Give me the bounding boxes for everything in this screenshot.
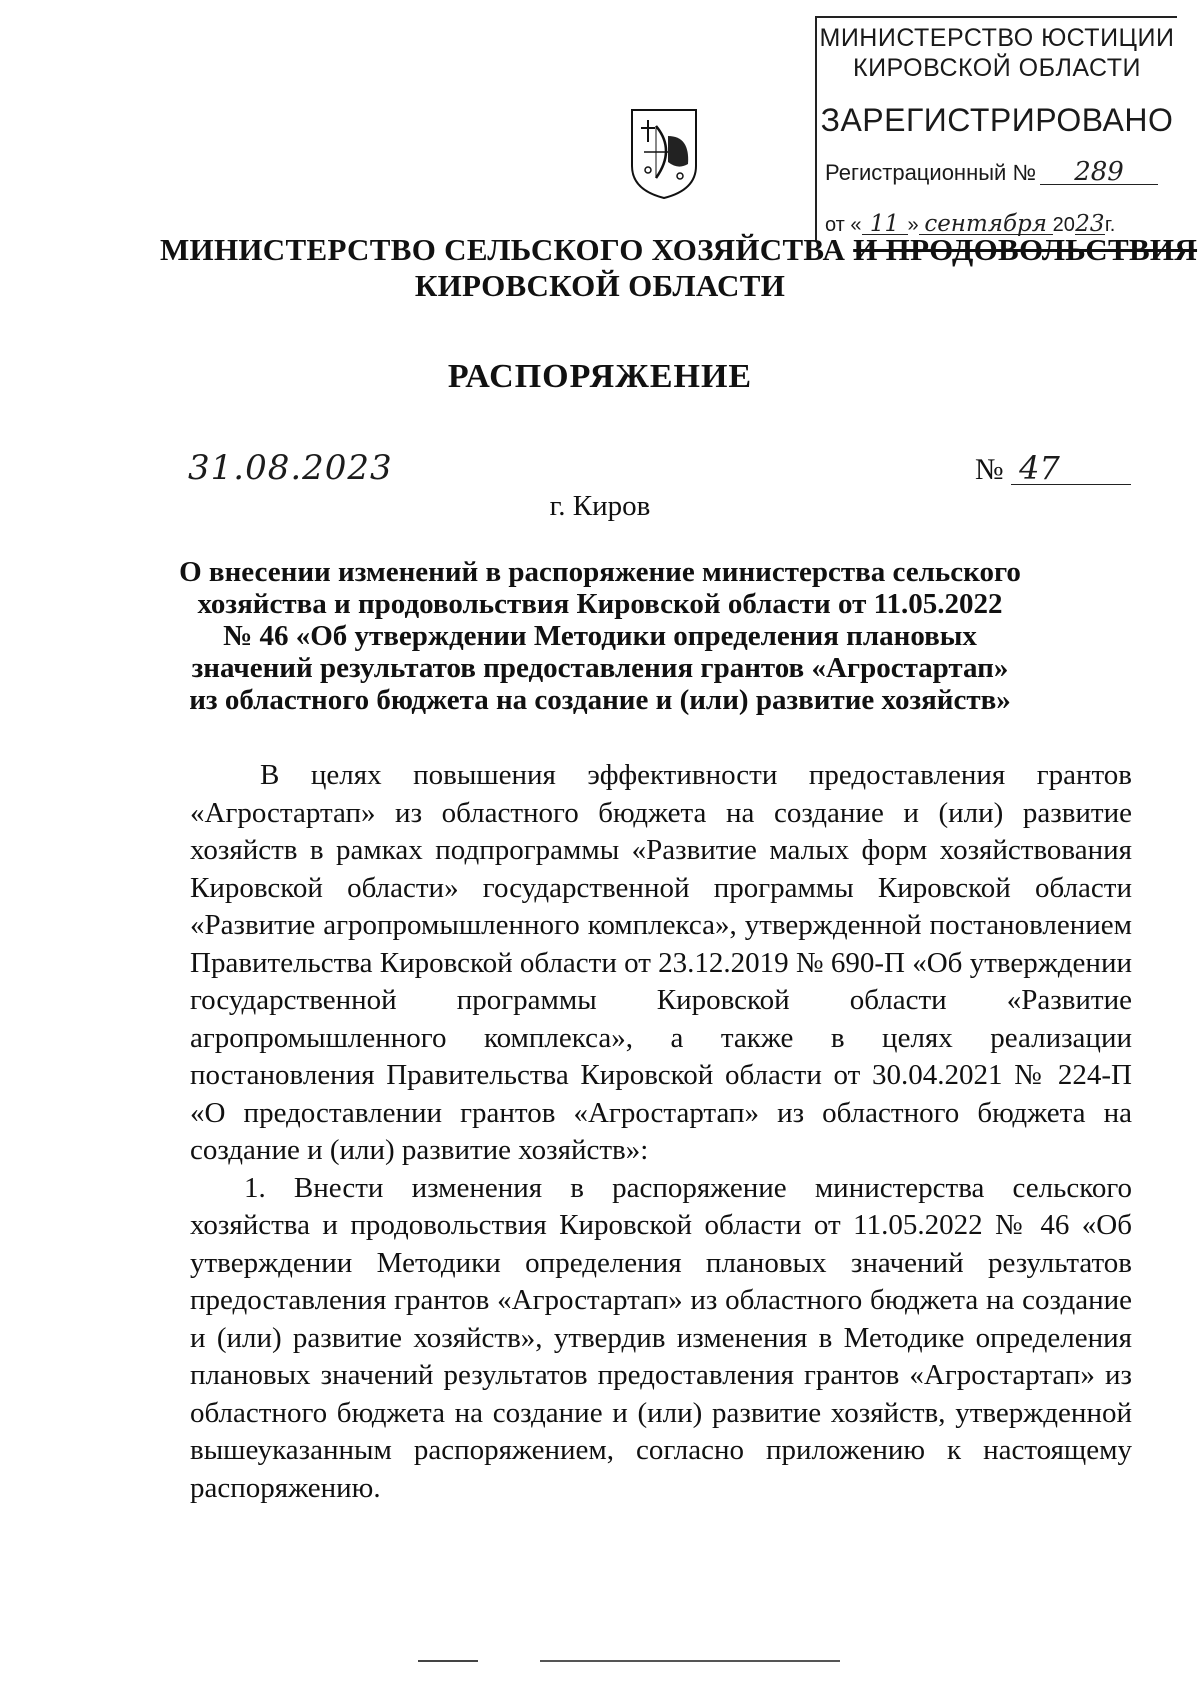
coat-of-arms-icon xyxy=(628,106,700,202)
document-body xyxy=(190,757,1132,1507)
document-number xyxy=(975,449,1131,487)
stamp-reg-label: Регистрационный № xyxy=(825,160,1037,185)
stamp-line-1: МИНИСТЕРСТВО ЮСТИЦИИ xyxy=(819,24,1175,52)
ministry-name-part1: МИНИСТЕРСТВО СЕЛЬСКОГО ХОЗЯЙСТВА xyxy=(160,232,854,267)
ministry-region: КИРОВСКОЙ ОБЛАСТИ xyxy=(414,268,786,303)
stamp-quote-close: » xyxy=(907,214,919,236)
ministry-name-part2-struck: И ПРОДОВОЛЬСТВИЯ xyxy=(853,232,1198,267)
stamp-year-suffix: 23 xyxy=(1075,211,1105,237)
document-date: 31.08.2023 xyxy=(188,448,393,488)
subject-line: № 46 «Об утверждении Методики определения плановых xyxy=(223,620,977,652)
number-label: № xyxy=(975,453,1004,486)
stamp-year-end: г. xyxy=(1104,214,1116,236)
subject-line: из областного бюджета на создание и (или) развитие хозяйств» xyxy=(189,684,1011,716)
item-1-paragraph: 1. Внести изменения в распоряжение министерства сельского хозяйства и продовольствия Кировской области от 11.05.2022 № 46 «Об утверждении Методики определения плановых значений результатов предоставления грантов «Агростартап» из областного бюджета на создание и (или) развитие хозяйств», утвердив изменения в Методике определения плановых значений результатов предоставления грантов «Агростартап» из областного бюджета на создание и (или) развитие хозяйств, утвержденной вышеуказанным распоряжением, согласно приложению к настоящему распоряжению. xyxy=(190,1171,1132,1504)
subject-line: хозяйства и продовольствия Кировской области от 11.05.2022 xyxy=(197,588,1003,620)
number-value: 47 xyxy=(1011,452,1131,485)
footer-line xyxy=(540,1660,840,1662)
footer-line xyxy=(418,1660,478,1662)
stamp-registration-row xyxy=(825,157,1158,187)
document-type: РАСПОРЯЖЕНИЕ xyxy=(447,358,753,395)
preamble-paragraph: В целях повышения эффективности предоставления грантов «Агростартап» из областного бюджета на создание и (или) развитие хозяйств в рамках подпрограммы «Развитие малых форм хозяйствования Кировской области» государственной программы Кировской области «Развитие агропромышленного комплекса», утвержденной постановлением Правительства Кировской области от 23.12.2019 № 690-П «Об утверждении государственной программы Кировской области «Развитие агропромышленного комплекса», а также в целях реализации постановления Правительства Кировской области от 30.04.2021 № 224-П «О предоставлении грантов «Агростартап» из областного бюджета на создание и (или) развитие хозяйств»: xyxy=(190,759,1132,1166)
document-subject xyxy=(160,556,1040,716)
registration-stamp xyxy=(815,16,1177,242)
stamp-reg-number: 289 xyxy=(1040,160,1158,185)
stamp-status: ЗАРЕГИСТРИРОВАНО xyxy=(820,102,1174,138)
stamp-day: 11 xyxy=(862,214,908,235)
stamp-month: сентября xyxy=(919,214,1053,235)
subject-line: О внесении изменений в распоряжение министерства сельского xyxy=(179,556,1021,588)
stamp-year-prefix: 20 xyxy=(1052,214,1075,236)
document-city: г. Киров xyxy=(549,490,651,522)
stamp-from-label: от « xyxy=(825,214,862,236)
stamp-line-2: КИРОВСКОЙ ОБЛАСТИ xyxy=(853,54,1141,82)
subject-line: значений результатов предоставления грантов «Агростартап» xyxy=(191,652,1009,684)
ministry-name xyxy=(160,232,1198,268)
